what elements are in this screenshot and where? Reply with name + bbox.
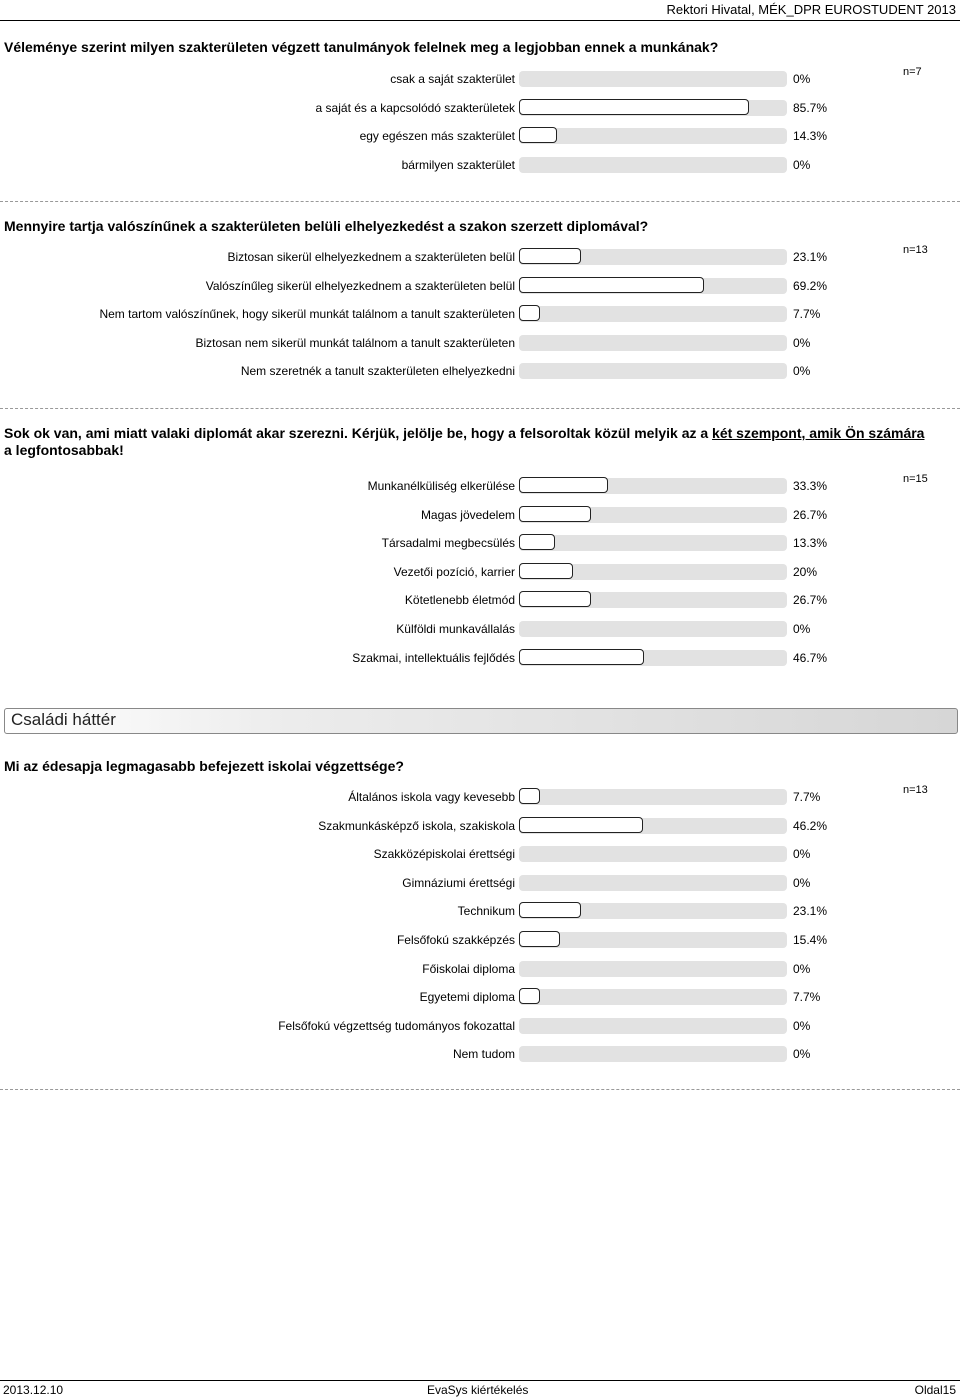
value-label: 7.7% [793, 790, 821, 804]
value-label: 7.7% [793, 307, 821, 322]
bar-track [519, 621, 787, 637]
bar [519, 649, 644, 665]
category-label: Nem tudom [452, 1047, 515, 1062]
bar-track [519, 789, 787, 805]
chart-row [0, 334, 960, 354]
bar [519, 534, 555, 550]
bar [519, 931, 560, 947]
category-label: Főiskolai diploma [422, 961, 515, 976]
question-title-3 [4, 425, 934, 459]
question-title-1: Véleménye szerint milyen szakterületen végzett tanulmányok felelnek meg a legjobban ennek a munkának? [4, 39, 719, 55]
value-label: 0% [793, 622, 811, 636]
category-label: Technikum [457, 904, 515, 919]
chart-row [0, 1045, 960, 1065]
value-label: 26.7% [793, 507, 828, 522]
bar-track [519, 846, 787, 862]
divider [0, 408, 960, 409]
chart-row [0, 506, 960, 526]
value-label: 0% [793, 961, 811, 976]
category-label: Gimnáziumi érettségi [402, 875, 515, 890]
value-label: 0% [793, 1047, 811, 1062]
chart-row [0, 874, 960, 894]
question-title-2: Mennyire tartja valószínűnek a szakterületen belüli elhelyezkedést a szakon szerzett diplomával? [4, 218, 649, 234]
divider [0, 1089, 960, 1090]
value-label: 0% [793, 157, 811, 172]
value-label: 69.2% [793, 278, 828, 293]
bar-track [519, 71, 787, 87]
bar [519, 506, 591, 522]
category-label: Szakközépiskolai érettségi [373, 847, 515, 862]
category-label: csak a saját szakterület [390, 72, 515, 86]
chart-row [0, 156, 960, 176]
n-count-2: n=13 [903, 244, 928, 256]
bar [519, 477, 608, 493]
chart-row [0, 248, 960, 268]
value-label: 23.1% [793, 904, 828, 919]
category-label: Egyetemi diploma [419, 990, 515, 1005]
bar-track [519, 535, 787, 551]
footer-page: Oldal15 [914, 1383, 956, 1397]
bar-track [519, 1046, 787, 1062]
chart-row [0, 845, 960, 865]
bar [519, 99, 749, 115]
chart-row [0, 305, 960, 325]
chart-row [0, 99, 960, 119]
category-label: Valószínűleg sikerül elhelyezkednem a szakterületen belül [205, 278, 515, 293]
bar-track [519, 875, 787, 891]
category-label: Magas jövedelem [420, 507, 515, 522]
value-label: 0% [793, 364, 811, 379]
question-3-text-b: a legfontosabbak! [4, 442, 124, 458]
n-count-1: n=7 [903, 66, 922, 78]
bar [519, 127, 557, 143]
chart-row [0, 477, 960, 497]
chart-row [0, 902, 960, 922]
chart-row [0, 534, 960, 554]
category-label: Biztosan sikerül elhelyezkednem a szakterületen belül [227, 250, 515, 264]
category-label: Vezetői pozíció, karrier [393, 564, 515, 579]
value-label: 26.7% [793, 593, 828, 608]
value-label: 14.3% [793, 129, 828, 144]
bar [519, 305, 540, 321]
value-label: 20% [793, 564, 818, 579]
chart-row [0, 127, 960, 147]
bar [519, 902, 581, 918]
category-label: Munkanélküliség elkerülése [367, 479, 515, 493]
value-label: 0% [793, 335, 811, 350]
chart-row [0, 563, 960, 583]
chart-row [0, 1017, 960, 1037]
bar-track [519, 306, 787, 322]
value-label: 46.7% [793, 650, 828, 665]
bar [519, 788, 540, 804]
bar [519, 248, 581, 264]
category-label: Szakmai, intellektuális fejlődés [352, 650, 515, 665]
value-label: 85.7% [793, 100, 828, 115]
chart-row [0, 960, 960, 980]
value-label: 0% [793, 1018, 811, 1033]
category-label: bármilyen szakterület [401, 157, 515, 172]
bar [519, 591, 591, 607]
value-label: 7.7% [793, 990, 821, 1005]
bar-track [519, 157, 787, 173]
chart-row [0, 277, 960, 297]
footer-center: EvaSys kiértékelés [427, 1383, 529, 1397]
bar-track [519, 1018, 787, 1034]
question-3-text-a: Sok ok van, ami miatt valaki diplomát akar szerezni. Kérjük, jelölje be, hogy a felsoroltak közül melyik az a [4, 425, 713, 441]
category-label: Felsőfokú szakképzés [396, 933, 515, 947]
bar [519, 277, 704, 293]
chart-row [0, 817, 960, 837]
n-count-3: n=15 [903, 473, 928, 485]
bar-track [519, 335, 787, 351]
bar-track [519, 128, 787, 144]
category-label: Biztosan nem sikerül munkát találnom a tanult szakterületen [195, 335, 515, 350]
category-label: Külföldi munkavállalás [396, 622, 515, 636]
value-label: 0% [793, 875, 811, 890]
value-label: 15.4% [793, 933, 828, 947]
report-header: Rektori Hivatal, MÉK_DPR EUROSTUDENT 2013 [666, 2, 956, 17]
value-label: 46.2% [793, 818, 828, 833]
chart-row [0, 649, 960, 669]
divider [0, 201, 960, 202]
question-title-4: Mi az édesapja legmagasabb befejezett iskolai végzettsége? [4, 758, 404, 774]
bar-track [519, 363, 787, 379]
section-title: Családi háttér [11, 710, 116, 729]
bar-track [519, 961, 787, 977]
bar [519, 563, 573, 579]
category-label: Általános iskola vagy kevesebb [348, 790, 515, 804]
category-label: egy egészen más szakterület [359, 129, 515, 144]
question-3-text-emphasis: két szempont, amik Ön számára [712, 425, 925, 441]
chart-row [0, 988, 960, 1008]
footer-date: 2013.12.10 [3, 1383, 64, 1397]
chart-row [0, 362, 960, 382]
category-label: Szakmunkásképző iskola, szakiskola [318, 818, 515, 833]
n-count-4: n=13 [903, 784, 928, 796]
footer-rule [0, 1380, 960, 1381]
chart-row [0, 591, 960, 611]
category-label: Nem szeretnék a tanult szakterületen elhelyezkedni [240, 364, 515, 379]
header-rule [0, 20, 960, 21]
section-header [4, 708, 958, 734]
value-label: 23.1% [793, 250, 828, 264]
category-label: Felsőfokú végzettség tudományos fokozattal [278, 1018, 515, 1033]
value-label: 0% [793, 847, 811, 862]
bar [519, 817, 643, 833]
value-label: 13.3% [793, 536, 828, 551]
category-label: Társadalmi megbecsülés [381, 536, 515, 551]
bar-track [519, 989, 787, 1005]
value-label: 33.3% [793, 479, 828, 493]
value-label: 0% [793, 72, 811, 86]
chart-row [0, 931, 960, 951]
category-label: Nem tartom valószínűnek, hogy sikerül munkát találnom a tanult szakterületen [99, 307, 515, 322]
category-label: a saját és a kapcsolódó szakterületek [315, 100, 515, 115]
category-label: Kötetlenebb életmód [404, 593, 515, 608]
chart-row [0, 70, 960, 90]
bar [519, 988, 540, 1004]
chart-row [0, 788, 960, 808]
chart-row [0, 620, 960, 640]
